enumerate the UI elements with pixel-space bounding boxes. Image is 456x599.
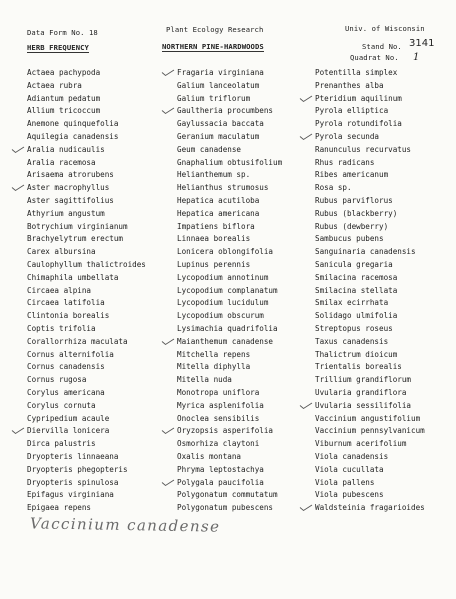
species-row [27,144,146,157]
species-name: Chimaphila umbellata [27,272,119,282]
species-name: Lupinus perennis [177,259,251,269]
species-row [177,349,282,362]
handwritten-note: Vaccinium canadense [29,514,221,536]
species-name: Dryopteris phegopteris [27,464,128,474]
species-row [315,246,425,259]
species-name: Geranium maculatum [177,131,260,141]
species-name: Phryma leptostachya [177,464,264,474]
species-row [315,157,425,170]
species-name: Ranunculus recurvatus [315,144,412,154]
species-name: Circaea alpina [27,285,92,295]
species-row [27,413,146,426]
section-heading: HERB FREQUENCY [27,43,89,52]
species-name: Cornus rugosa [27,375,87,385]
species-row [315,233,425,246]
institution: Univ. of Wisconsin [345,24,425,33]
community-heading: NORTHERN PINE-HARDWOODS [162,42,264,51]
species-name: Carex albursina [27,247,96,257]
species-name: Anemone quinquefolia [27,119,119,129]
species-name: Smilax ecirrhata [315,298,389,308]
pencil-check-icon [299,402,313,410]
species-name: Hepatica acutiloba [177,195,260,205]
species-name: Rubus (dewberry) [315,221,389,231]
species-name: Epifagus virginiana [27,490,114,500]
species-row [27,451,146,464]
species-name: Streptopus roseus [315,323,393,333]
species-column-3 [315,67,425,515]
species-name: Polygonatum commutatum [177,490,278,500]
species-name: Aster sagittifolius [27,195,114,205]
species-name: Fragaria virginiana [177,68,264,77]
form-title: Plant Ecology Research [166,25,264,34]
species-row [27,246,146,259]
species-name: Dryopteris linnaeana [27,451,119,461]
species-row [177,105,282,118]
species-name: Viburnum acerifolium [315,439,407,449]
species-name: Adiantum pedatum [27,93,101,103]
species-name: Viola cucullata [315,464,384,474]
pencil-check-icon [11,184,25,192]
species-name: Viola canadensis [315,451,389,461]
species-name: Vaccinium pennsylvanicum [315,426,425,436]
species-name: Arisaema atrorubens [27,170,114,180]
species-row [27,374,146,387]
species-name: Linnaea borealis [177,234,251,244]
pencil-check-icon [161,338,175,346]
species-name: Rubus parviflorus [315,195,393,205]
species-row [177,361,282,374]
species-name: Sanicula gregaria [315,259,393,269]
species-name: Lycopodium annotinum [177,272,269,282]
species-name: Coptis trifolia [27,323,96,333]
species-row [177,182,282,195]
species-name: Diervilla lonicera [27,426,110,436]
species-name: Dryopteris spinulosa [27,477,119,487]
species-row [177,387,282,400]
species-row [27,233,146,246]
species-row [27,105,146,118]
species-row [177,477,282,490]
species-row [315,349,425,362]
species-name: Geum canadense [177,144,242,154]
species-row [177,169,282,182]
species-name: Lonicera oblongifolia [177,247,274,257]
species-row [315,144,425,157]
species-row [27,182,146,195]
quadrat-label: Quadrat No. [350,53,399,62]
species-row [27,387,146,400]
species-name: Uvularia sessilifolia [315,400,412,410]
species-row [177,451,282,464]
species-row [177,195,282,208]
species-name: Thalictrum dioicum [315,349,398,359]
species-name: Dirca palustris [27,439,96,449]
species-row [315,221,425,234]
species-name: Cornus alternifolia [27,349,114,359]
species-name: Impatiens biflora [177,221,255,231]
species-row [315,208,425,221]
species-row [27,259,146,272]
species-name: Mitchella repens [177,349,251,359]
species-row [315,387,425,400]
species-name: Maianthemum canadense [177,336,274,346]
species-row [315,438,425,451]
species-row [177,221,282,234]
species-name: Vaccinium angustifolium [315,413,421,423]
species-row [177,374,282,387]
species-row [27,400,146,413]
species-row [315,272,425,285]
pencil-check-icon [11,146,25,154]
species-column-1 [27,67,146,515]
species-name: Aquilegia canadensis [27,131,119,141]
species-row [27,336,146,349]
species-row [177,323,282,336]
quadrat-number: 1 [413,52,420,63]
species-row [177,208,282,221]
species-name: Actaea rubra [27,80,82,90]
species-name: Mitella diphylla [177,362,251,372]
species-name: Corylus cornuta [27,400,96,410]
species-row [177,246,282,259]
species-name: Brachyelytrum erectum [27,234,124,244]
species-name: Viola pubescens [315,490,384,500]
species-row [177,259,282,272]
pencil-check-icon [161,69,175,77]
species-row [27,464,146,477]
species-row [27,169,146,182]
species-row [315,93,425,106]
species-name: Taxus canadensis [315,336,389,346]
species-name: Mitella nuda [177,375,232,385]
species-name: Lycopodium obscurum [177,311,264,321]
species-row [315,118,425,131]
species-name: Uvularia grandiflora [315,387,407,397]
species-row [315,502,425,515]
species-name: Cornus canadensis [27,362,105,372]
species-name: Corallorrhiza maculata [27,336,128,346]
species-name: Trillium grandiflorum [315,375,412,385]
species-name: Aster macrophyllus [27,183,110,193]
species-row [27,297,146,310]
species-name: Monotropa uniflora [177,387,260,397]
species-name: Pyrola rotundifolia [315,119,402,129]
species-row [177,297,282,310]
species-row [315,489,425,502]
species-row [177,464,282,477]
species-row [315,285,425,298]
species-name: Oryzopsis asperifolia [177,426,274,436]
species-row [177,67,282,80]
species-row [315,105,425,118]
species-row [315,477,425,490]
species-name: Clintonia borealis [27,311,110,321]
species-row [315,297,425,310]
species-name: Galium triflorum [177,93,251,103]
species-name: Gaultheria procumbens [177,106,274,116]
species-name: Athyrium angustum [27,208,105,218]
species-name: Cypripedium acaule [27,413,110,423]
species-name: Lysimachia quadrifolia [177,323,278,333]
species-row [177,93,282,106]
pencil-check-icon [299,504,313,512]
species-row [177,400,282,413]
species-name: Potentilla simplex [315,68,398,77]
species-row [27,157,146,170]
species-row [27,477,146,490]
species-row [27,195,146,208]
pencil-check-icon [299,95,313,103]
species-row [27,285,146,298]
species-row [177,310,282,323]
species-column-2 [177,67,282,515]
species-name: Hepatica americana [177,208,260,218]
species-row [177,502,282,515]
species-name: Circaea latifolia [27,298,105,308]
species-row [27,272,146,285]
species-name: Sanguinaria canadensis [315,247,416,257]
species-name: Helianthus strumosus [177,183,269,193]
species-row [27,67,146,80]
species-name: Trientalis borealis [315,362,402,372]
species-row [315,425,425,438]
species-row [315,336,425,349]
species-row [315,323,425,336]
species-name: Ribes americanum [315,170,389,180]
species-row [27,131,146,144]
species-row [315,195,425,208]
species-row [27,361,146,374]
species-row [27,425,146,438]
species-row [315,182,425,195]
pencil-check-icon [161,479,175,487]
species-name: Osmorhiza claytoni [177,439,260,449]
form-number: Data Form No. 18 [27,28,98,37]
species-name: Allium tricoccum [27,106,101,116]
species-row [177,233,282,246]
species-name: Oxalis montana [177,451,242,461]
species-name: Myrica asplenifolia [177,400,264,410]
species-name: Caulophyllum thalictroides [27,259,146,269]
species-name: Galium lanceolatum [177,80,260,90]
species-name: Viola pallens [315,477,375,487]
species-row [27,349,146,362]
species-row [177,425,282,438]
stand-number: 3141 [409,38,435,49]
species-row [315,259,425,272]
species-name: Gaylussacia baccata [177,119,264,129]
species-row [177,438,282,451]
species-row [315,131,425,144]
species-name: Rubus (blackberry) [315,208,398,218]
species-row [315,169,425,182]
species-name: Prenanthes alba [315,80,384,90]
species-row [315,400,425,413]
species-name: Sambucus pubens [315,234,384,244]
species-name: Epigaea repens [27,503,92,513]
species-row [315,310,425,323]
species-name: Aralia nudicaulis [27,144,105,154]
species-name: Botrychium virginianum [27,221,128,231]
species-name: Polygonatum pubescens [177,503,274,513]
species-name: Pyrola secunda [315,131,380,141]
species-name: Corylus americana [27,387,105,397]
species-row [315,464,425,477]
pencil-check-icon [299,133,313,141]
species-row [27,221,146,234]
species-row [315,451,425,464]
species-row [177,131,282,144]
species-row [27,502,146,515]
species-row [177,144,282,157]
species-row [315,67,425,80]
species-row [27,310,146,323]
species-name: Waldsteinia fragarioides [315,503,425,513]
species-name: Smilacina racemosa [315,272,398,282]
species-name: Actaea pachypoda [27,68,101,77]
species-row [177,157,282,170]
species-name: Onoclea sensibilis [177,413,260,423]
species-row [177,336,282,349]
species-name: Solidago ulmifolia [315,311,398,321]
species-row [27,323,146,336]
species-row [315,80,425,93]
pencil-check-icon [161,107,175,115]
species-name: Lycopodium complanatum [177,285,278,295]
stand-label: Stand No. [362,42,402,51]
species-row [177,285,282,298]
species-row [315,361,425,374]
species-row [27,93,146,106]
species-name: Polygala paucifolia [177,477,264,487]
species-row [177,489,282,502]
species-name: Aralia racemosa [27,157,96,167]
species-name: Smilacina stellata [315,285,398,295]
species-row [177,80,282,93]
species-row [27,118,146,131]
species-row [315,374,425,387]
species-row [27,489,146,502]
species-row [27,438,146,451]
species-name: Helianthemum sp. [177,170,251,180]
species-name: Lycopodium lucidulum [177,298,269,308]
species-row [177,118,282,131]
species-row [177,272,282,285]
species-name: Rhus radicans [315,157,375,167]
pencil-check-icon [11,427,25,435]
species-name: Rosa sp. [315,183,352,193]
species-name: Gnaphalium obtusifolium [177,157,283,167]
pencil-check-icon [161,427,175,435]
species-row [315,413,425,426]
species-name: Pteridium aquilinum [315,93,402,103]
species-row [177,413,282,426]
species-row [27,80,146,93]
species-name: Pyrola elliptica [315,106,389,116]
species-row [27,208,146,221]
